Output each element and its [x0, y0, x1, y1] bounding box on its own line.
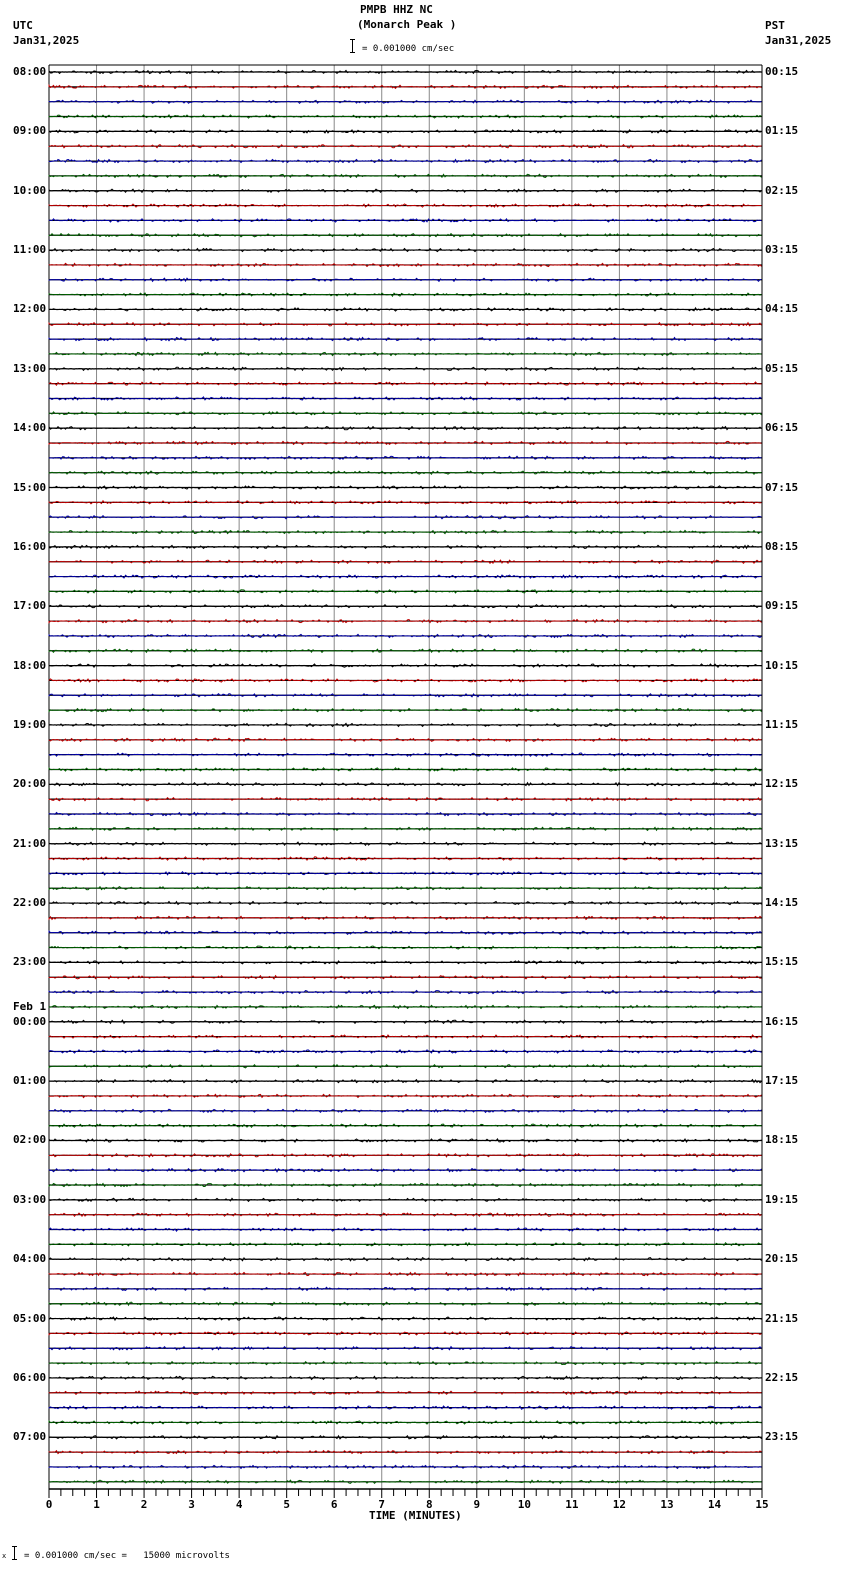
- utc-hour-label: 02:00: [13, 1133, 47, 1147]
- x-tick-label: 11: [565, 1498, 579, 1511]
- utc-hour-label: 20:00: [13, 777, 47, 791]
- pst-hour-label: 17:15: [765, 1074, 799, 1088]
- utc-hour-label: 18:00: [13, 658, 47, 672]
- utc-hour-label: 10:00: [13, 183, 47, 197]
- pst-hour-label: 07:15: [765, 480, 799, 494]
- x-tick-label: 12: [612, 1498, 627, 1511]
- x-tick-label: 9: [473, 1498, 481, 1511]
- station-title: PMPB HHZ NC: [360, 3, 433, 16]
- scale-label: = 0.001000 cm/sec: [362, 44, 455, 54]
- utc-hour-label: 04:00: [13, 1252, 47, 1266]
- pst-hour-label: 16:15: [765, 1014, 799, 1028]
- utc-hour-label: 14:00: [13, 421, 47, 435]
- pst-hour-label: 21:15: [765, 1311, 799, 1325]
- x-tick-label: 7: [378, 1498, 386, 1511]
- utc-hour-label: 01:00: [13, 1074, 47, 1088]
- pst-hour-label: 04:15: [765, 302, 799, 316]
- pst-hour-label: 02:15: [765, 183, 799, 197]
- utc-hour-label: 23:00: [13, 955, 47, 969]
- x-tick-label: 14: [707, 1498, 722, 1511]
- utc-hour-label: 06:00: [13, 1370, 47, 1384]
- pst-hour-label: 15:15: [765, 955, 799, 969]
- utc-hour-label: 17:00: [13, 599, 47, 613]
- utc-hour-label: 12:00: [13, 302, 47, 316]
- footer-prefix: x: [2, 1552, 7, 1560]
- pst-hour-label: 22:15: [765, 1370, 799, 1384]
- station-location: (Monarch Peak ): [357, 18, 457, 31]
- pst-hour-label: 12:15: [765, 777, 799, 791]
- left-date: Jan31,2025: [13, 34, 80, 47]
- x-axis-label: TIME (MINUTES): [369, 1509, 462, 1522]
- x-tick-label: 4: [235, 1498, 243, 1511]
- right-timezone: PST: [765, 19, 785, 32]
- pst-hour-label: 19:15: [765, 1192, 799, 1206]
- x-tick-label: 0: [45, 1498, 53, 1511]
- x-tick-label: 10: [517, 1498, 531, 1511]
- pst-hour-label: 11:15: [765, 717, 799, 731]
- utc-hour-label: 21:00: [13, 836, 47, 850]
- pst-hour-label: 18:15: [765, 1133, 799, 1147]
- x-tick-label: 1: [93, 1498, 100, 1511]
- x-tick-label: 15: [755, 1498, 769, 1511]
- pst-hour-label: 09:15: [765, 599, 799, 613]
- pst-hour-label: 13:15: [765, 836, 799, 850]
- x-tick-label: 13: [660, 1498, 674, 1511]
- utc-hour-label: 09:00: [13, 124, 47, 138]
- footer-scale-bar-icon: [14, 1546, 15, 1560]
- utc-hour-label: 05:00: [13, 1311, 47, 1325]
- utc-hour-label: 16:00: [13, 539, 47, 553]
- footer-scale-label: = 0.001000 cm/sec = 15000 microvolts: [24, 1551, 230, 1561]
- pst-hour-label: 05:15: [765, 361, 799, 375]
- utc-hour-label: 13:00: [13, 361, 47, 375]
- pst-hour-label: 00:15: [765, 65, 799, 78]
- utc-hour-label: 11:00: [13, 243, 47, 257]
- utc-hour-label: 15:00: [13, 480, 47, 494]
- x-tick-label: 3: [188, 1498, 195, 1511]
- x-tick-label: 6: [330, 1498, 338, 1511]
- right-date: Jan31,2025: [765, 34, 832, 47]
- utc-hour-label: 03:00: [13, 1192, 47, 1206]
- pst-hour-label: 06:15: [765, 421, 799, 435]
- left-timezone: UTC: [13, 19, 33, 32]
- utc-hour-label: 07:00: [13, 1430, 47, 1444]
- pst-hour-label: 01:15: [765, 124, 799, 138]
- utc-hour-label: 22:00: [13, 896, 47, 910]
- x-tick-label: 8: [425, 1498, 433, 1511]
- date-change-label: Feb 1: [13, 999, 47, 1013]
- pst-hour-label: 20:15: [765, 1252, 799, 1266]
- utc-hour-label: 00:00: [13, 1014, 47, 1028]
- pst-hour-label: 14:15: [765, 896, 799, 910]
- x-tick-label: 5: [283, 1498, 290, 1511]
- x-tick-label: 2: [140, 1498, 148, 1511]
- pst-hour-label: 08:15: [765, 539, 799, 553]
- pst-hour-label: 10:15: [765, 658, 799, 672]
- scale-bar-icon: [352, 39, 353, 53]
- pst-hour-label: 23:15: [765, 1430, 799, 1444]
- utc-hour-label: 19:00: [13, 717, 47, 731]
- utc-hour-label: 08:00: [13, 65, 47, 78]
- pst-hour-label: 03:15: [765, 243, 799, 257]
